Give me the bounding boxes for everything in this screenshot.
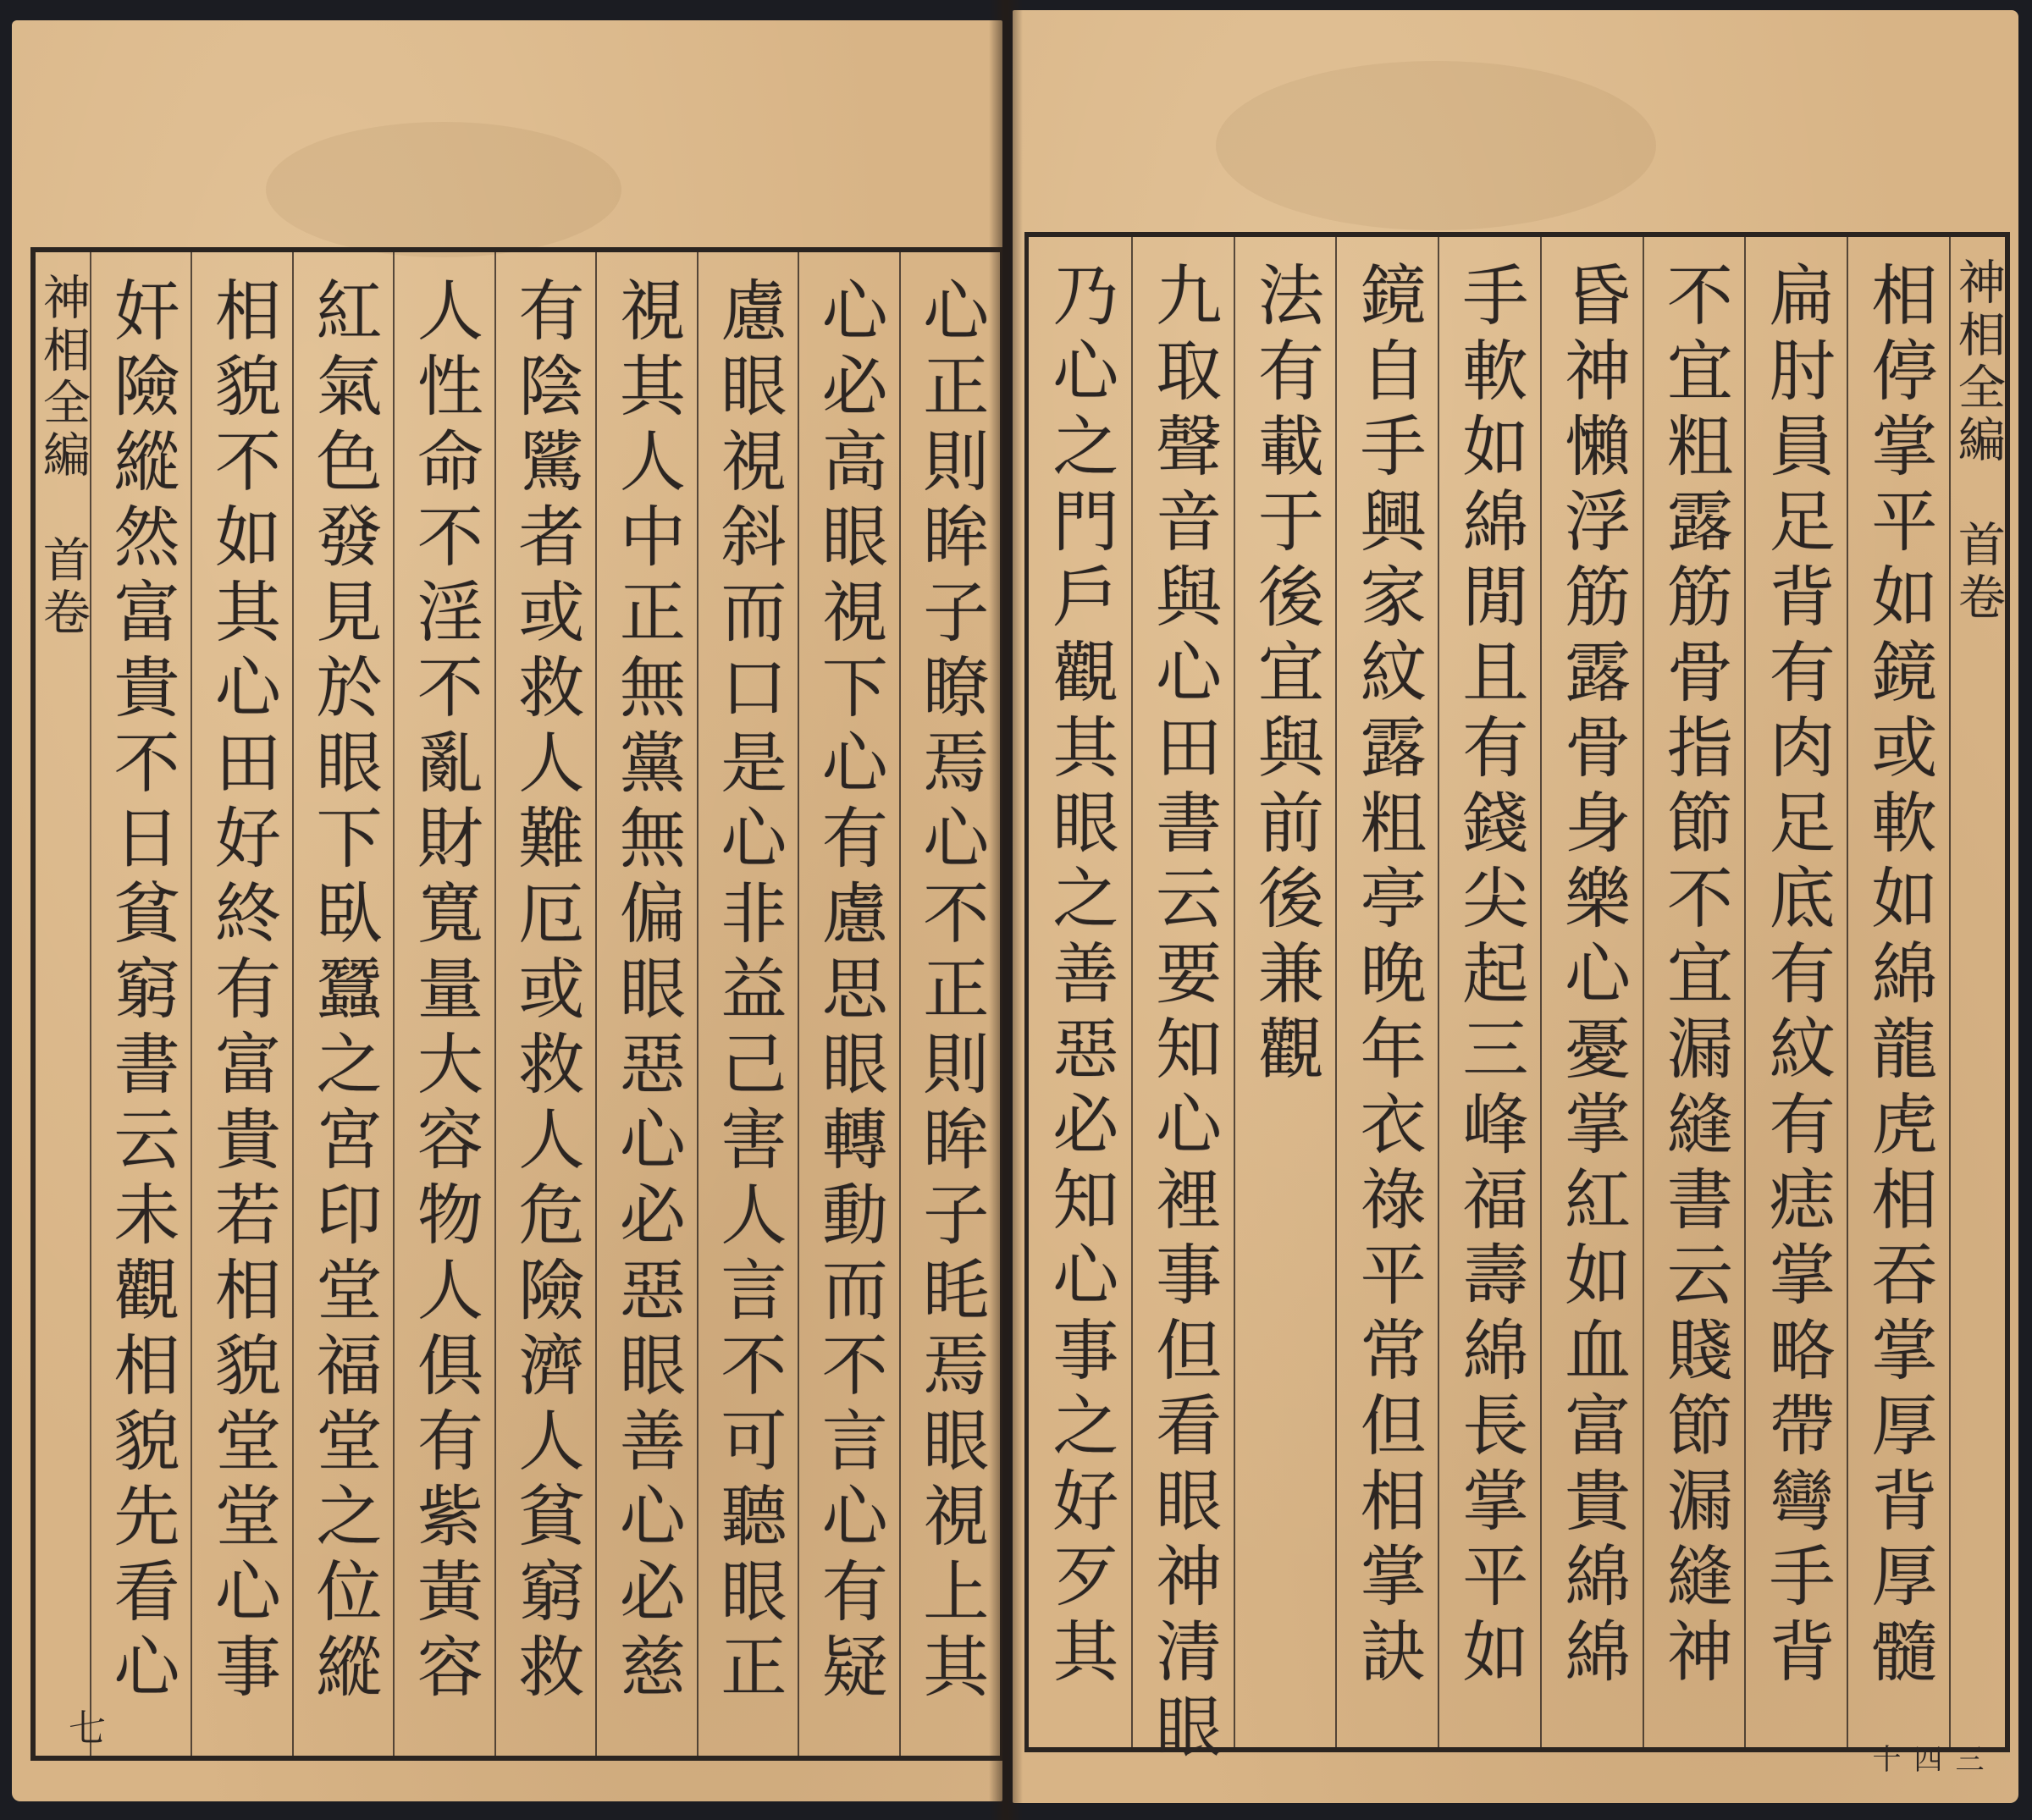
text-column — [393, 252, 494, 1756]
column-text: 奸險縱然富貴不日貧窮書云未觀相貌先看心 — [102, 276, 179, 1707]
page-header: 神相全編 首卷 — [35, 273, 91, 640]
column-text: 心必高眼視下心有慮思眼轉動而不言心有疑 — [810, 276, 887, 1707]
text-column — [494, 252, 595, 1756]
text-column — [190, 252, 291, 1756]
text-column — [1540, 237, 1643, 1747]
column-text: 相貌不如其心田好終有富貴若相貌堂堂心事 — [203, 276, 280, 1707]
text-column — [595, 252, 696, 1756]
column-text: 九取聲音與心田書云要知心裡事但看眼神清眼 — [1145, 261, 1222, 1768]
text-column — [899, 252, 1000, 1756]
paper-stain — [1216, 61, 1656, 230]
column-text: 人性命不淫不亂財寬量大容物人俱有紫黃容 — [406, 276, 483, 1707]
text-column — [1643, 237, 1745, 1747]
column-text: 鏡自手興家紋露粗亭晚年衣祿平常但相掌訣 — [1349, 261, 1426, 1692]
column-text: 相停掌平如鏡或軟如綿龍虎相吞掌厚背厚髓 — [1860, 261, 1937, 1692]
column-text: 乃心之門戶觀其眼之善惡必知心事之好歹其 — [1041, 261, 1118, 1692]
column-text: 有陰騭者或救人難厄或救人危險濟人貧窮救 — [507, 276, 584, 1707]
paper-stain — [266, 122, 621, 257]
column-text: 視其人中正無黨無偏眼惡心必惡眼善心必慈 — [608, 276, 685, 1707]
folio-number: 三四十 — [1867, 1744, 1984, 1773]
column-text: 心正則眸子瞭焉心不正則眸子眊焉眼視上其 — [912, 276, 989, 1707]
folio-number: 七 — [62, 1708, 105, 1746]
text-column — [1234, 237, 1336, 1747]
text-column — [1847, 237, 1949, 1747]
text-column — [697, 252, 798, 1756]
column-text: 法有載于後宜與前後兼觀 — [1246, 261, 1323, 1089]
book-gutter — [989, 0, 1023, 1820]
column-text: 慮眼視斜而口是心非益己害人言不可聽眼正 — [710, 276, 787, 1707]
right-page — [1013, 10, 2018, 1803]
text-column — [90, 252, 190, 1756]
left-page-columns — [36, 252, 1000, 1756]
text-column — [1438, 237, 1540, 1747]
right-page-frame — [1024, 232, 2010, 1773]
left-page-frame — [30, 247, 1002, 1761]
column-text: 紅氣色發見於眼下臥蠶之宮印堂福堂之位縱 — [305, 276, 382, 1707]
text-column — [1131, 237, 1234, 1768]
column-text: 手軟如綿閒且有錢尖起三峰福壽綿長掌平如 — [1451, 261, 1528, 1692]
column-text: 扁肘員足背有肉足底有紋有痣掌略帶彎手背 — [1758, 261, 1835, 1692]
text-column — [1744, 237, 1847, 1747]
page-header-column — [1949, 237, 2005, 1747]
text-column — [1335, 237, 1438, 1747]
text-column — [1029, 237, 1131, 1747]
text-column — [292, 252, 393, 1756]
column-text: 不宜粗露筋骨指節不宜漏縫書云賤節漏縫神 — [1655, 261, 1732, 1692]
column-text: 昏神懶浮筋露骨身樂心憂掌紅如血富貴綿綿 — [1554, 261, 1631, 1692]
text-column — [798, 252, 898, 1756]
left-page — [12, 20, 1002, 1801]
page-header: 神相全編 首卷 — [1950, 257, 2006, 625]
page-header-column — [36, 252, 90, 1756]
